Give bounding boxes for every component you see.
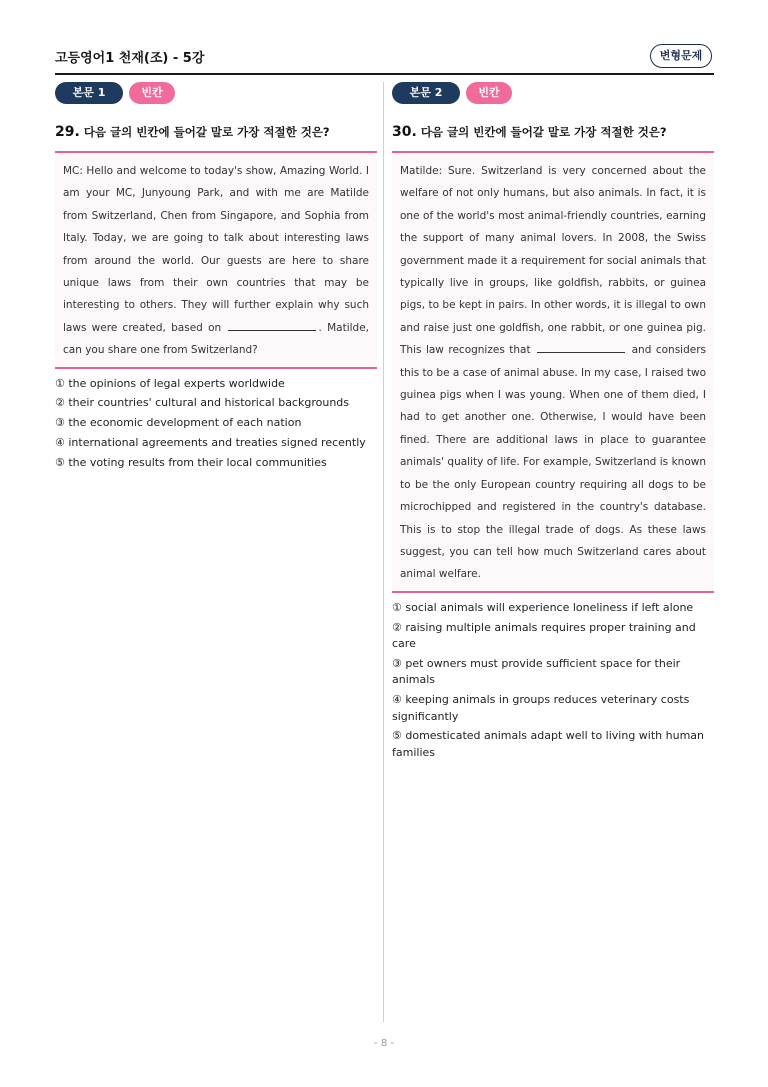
column-divider	[383, 82, 384, 1022]
passage-tag: 본문 2	[392, 82, 460, 104]
answer-option[interactable]: ① the opinions of legal experts worldwide	[55, 376, 285, 390]
question-number: 30.	[392, 124, 417, 140]
passage-text: MC: Hello and welcome to today's show, Amazing World. I am your MC, Junyoung Park, and with me are Matilde from Switzerland, Chen from Singapore, and Sophia from Italy. Today, we are going to talk about interesting laws from around the world. Our guests are here to share unique laws from their own countries that may be interesting to others. They will further explain why such laws were created, based on	[63, 165, 369, 334]
answer-option[interactable]: ② raising multiple animals requires proper training and care	[392, 620, 696, 651]
answer-option[interactable]: ⑤ domesticated animals adapt well to living with human families	[392, 729, 705, 759]
question-29-column	[55, 82, 377, 475]
question-number: 29.	[55, 124, 80, 140]
answer-blank	[537, 340, 625, 353]
tag-row	[55, 82, 377, 104]
page-title: 고등영어1 천재(조) - 5강	[55, 51, 205, 66]
answer-options	[55, 376, 377, 472]
type-tag: 빈칸	[129, 82, 175, 104]
question-text: 다음 글의 빈칸에 들어갈 말로 가장 적절한 것은?	[83, 125, 330, 139]
question-heading	[55, 124, 377, 142]
answer-option[interactable]: ② their countries' cultural and historical backgrounds	[55, 396, 349, 410]
passage-box	[55, 151, 377, 369]
page-number: - 8 -	[374, 1038, 394, 1049]
type-tag: 빈칸	[466, 82, 512, 104]
answer-blank	[228, 318, 316, 331]
tag-row	[392, 82, 714, 104]
answer-option[interactable]: ⑤ the voting results from their local communities	[55, 455, 327, 469]
passage-text-continued: and considers this to be a case of animal abuse. In my case, I raised two guinea pigs when I was young. When one of them died, I had to get another one. Otherwise, I would have been fined. There are additional laws in place to guarantee animals' quality of life. For example, Switzerland is known to be the only European country requiring all dogs to be microchipped and registered in the country's database. This is to stop the illegal trade of dogs. As these laws suggest, you can tell how much Switzerland cares about animal welfare.	[400, 344, 707, 581]
passage-text-continued: . Matilde, can you share one from Switzerland?	[63, 321, 369, 357]
question-30-column	[392, 82, 714, 765]
answer-option[interactable]: ① social animals will experience loneliness if left alone	[392, 600, 694, 614]
answer-option[interactable]: ③ the economic development of each nation	[55, 416, 302, 430]
passage-box	[392, 151, 714, 593]
question-text: 다음 글의 빈칸에 들어갈 말로 가장 적절한 것은?	[420, 125, 667, 139]
answer-options	[392, 600, 714, 762]
question-type-badge: 변형문제	[650, 44, 712, 68]
answer-option[interactable]: ③ pet owners must provide sufficient space for their animals	[392, 656, 681, 687]
answer-option[interactable]: ④ international agreements and treaties signed recently	[55, 436, 366, 450]
passage-text: Matilde: Sure. Switzerland is very concerned about the welfare of not only humans, but also animals. In fact, it is one of the world's most animal-friendly countries, earning the support of many animal lovers. In 2008, the Swiss government made it a requirement for social animals that typically live in groups, like goldfish, rabbits, or guinea pigs, to be kept in pairs. In other words, it is illegal to own and raise just one goldfish, one rabbit, or one guinea pig. This law recognizes that	[400, 165, 706, 357]
passage-tag: 본문 1	[55, 82, 123, 104]
header-divider	[55, 73, 714, 75]
question-heading	[392, 124, 714, 142]
answer-option[interactable]: ④ keeping animals in groups reduces veterinary costs significantly	[392, 693, 690, 723]
